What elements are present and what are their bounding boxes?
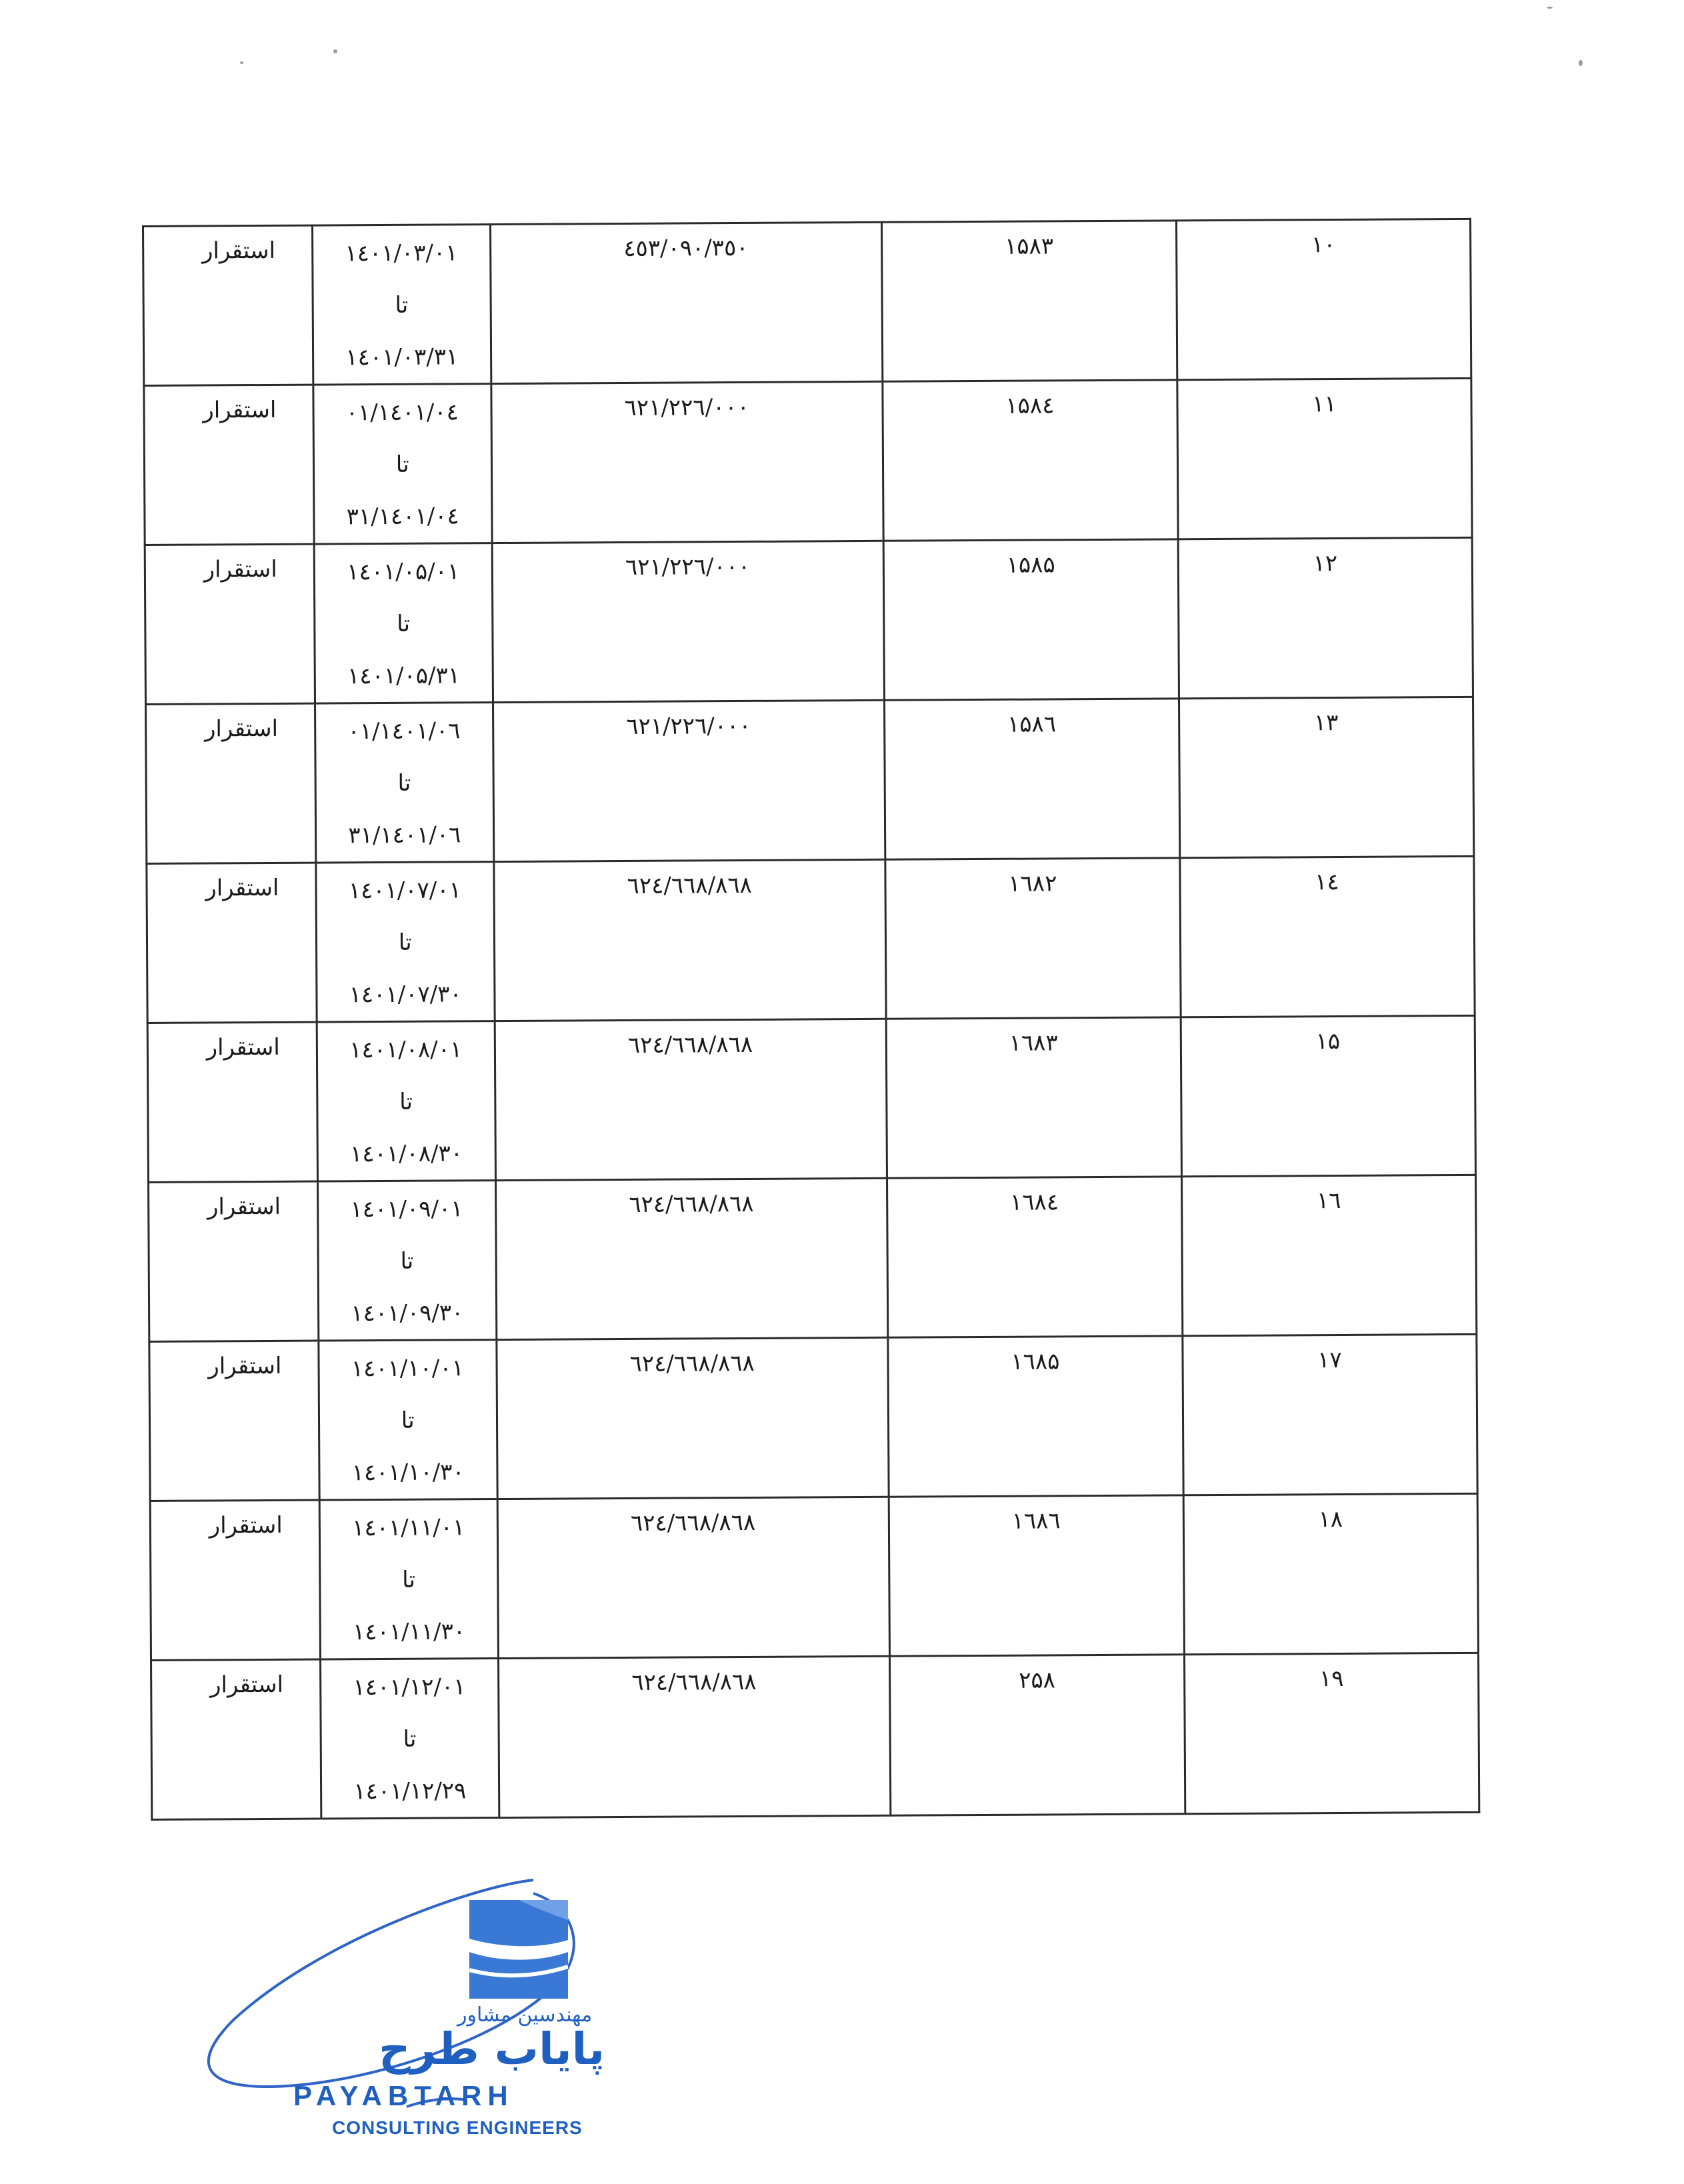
- period-end: ۱٤۰۱/۰٦/۳۱: [348, 821, 461, 849]
- period-cell: [314, 543, 493, 703]
- row-number-cell: ۱۹: [1184, 1653, 1479, 1813]
- status-cell: استقرار: [151, 1659, 321, 1819]
- row-number-cell: ۱۳: [1179, 697, 1473, 857]
- period-to-word: تا: [395, 451, 409, 478]
- period-start: ۱٤۰۱/۰۳/۰۱: [345, 239, 458, 267]
- row-number-cell: ۱۱: [1177, 378, 1472, 539]
- code-cell: ۱۵۸٦: [884, 699, 1179, 859]
- status-cell: استقرار: [147, 1022, 317, 1182]
- amount-cell: ٦٢٤/٦٦٨/٨٦٨: [495, 1019, 887, 1180]
- period-cell: [317, 1181, 496, 1341]
- code-cell: ۱٦۸۵: [888, 1336, 1183, 1497]
- row-number-cell: ۱۷: [1183, 1334, 1477, 1495]
- code-cell: ۱۵۸۵: [883, 539, 1179, 700]
- table-row: [149, 1175, 1477, 1341]
- period-to-word: تا: [402, 1566, 416, 1593]
- amount-cell: ٦٢٤/٦٦٨/٨٦٨: [495, 1178, 887, 1339]
- period-end: ۱٤۰۱/۰۹/۳۰: [351, 1299, 464, 1327]
- amount-cell: ٦٢٤/٦٦٨/٨٦٨: [497, 1337, 889, 1499]
- status-cell: استقرار: [144, 385, 314, 545]
- row-number-cell: ۱٦: [1181, 1175, 1476, 1335]
- period-cell: [315, 703, 493, 863]
- period-end: ۱٤۰۱/۱۰/۳۰: [351, 1459, 465, 1487]
- table-row: [147, 1015, 1475, 1182]
- company-logo-icon: [469, 1900, 568, 1999]
- table-row: [151, 1653, 1479, 1819]
- period-to-word: تا: [395, 291, 409, 319]
- period-to-word: تا: [399, 1088, 413, 1115]
- period-start: ۱٤۰۱/۰۵/۰۱: [347, 558, 460, 586]
- period-cell: [317, 1021, 495, 1181]
- period-to-word: تا: [398, 929, 412, 956]
- period-end: ۱٤۰۱/۰۷/۳۰: [349, 981, 462, 1009]
- period-start: ۱٤۰۱/۱۰/۰۱: [351, 1355, 464, 1383]
- period-end: ۱٤۰۱/۰۵/۳۱: [347, 662, 461, 690]
- code-cell: ۱٦۸۳: [886, 1017, 1181, 1178]
- stamp-name-fa: پایاب طرح: [379, 2023, 605, 2075]
- period-start: ۱٤۰۱/۰٤/۰۱: [345, 399, 459, 427]
- period-start: ۱٤۰۱/۰۷/۰۱: [348, 877, 461, 905]
- row-number-cell: ۱۵: [1181, 1015, 1475, 1176]
- period-end: ۱٤۰۱/۰٤/۳۱: [346, 503, 459, 531]
- period-end: ۱٤۰۱/۱۱/۳۰: [352, 1618, 466, 1646]
- amount-cell: ٦٢١/٢٢٦/٠٠٠: [492, 541, 884, 702]
- period-cell: [312, 225, 491, 385]
- period-end: ۱٤۰۱/۱۲/۲۹: [353, 1777, 467, 1805]
- amount-cell: ٦٢٤/٦٦٨/٨٦٨: [498, 1656, 890, 1817]
- table-row: [147, 856, 1475, 1023]
- table-body: [143, 219, 1479, 1819]
- code-cell: ۱٦۸٦: [889, 1495, 1184, 1656]
- period-start: ۱٤۰۱/۰۹/۰۱: [350, 1195, 463, 1223]
- code-cell: ۱٦۸٤: [887, 1177, 1182, 1337]
- row-number-cell: ۱۰: [1176, 219, 1471, 379]
- scan-speck: [240, 61, 243, 64]
- stamp-subtitle-en: CONSULTING ENGINEERS: [332, 2117, 583, 2138]
- period-cell: [319, 1499, 498, 1659]
- status-cell: استقرار: [149, 1341, 319, 1501]
- status-cell: استقرار: [150, 1500, 320, 1660]
- period-cell: [320, 1659, 499, 1819]
- code-cell: ۱۵۸۳: [881, 221, 1177, 381]
- scan-speck: [1579, 60, 1583, 66]
- table-row: [150, 1493, 1478, 1660]
- scan-speck: [1547, 7, 1553, 9]
- period-to-word: تا: [400, 1247, 414, 1275]
- code-cell: ۲۵۸: [889, 1655, 1185, 1815]
- status-cell: استقرار: [147, 863, 317, 1023]
- period-to-word: تا: [403, 1725, 417, 1753]
- amount-cell: ٦٢٤/٦٦٨/٨٦٨: [497, 1497, 889, 1658]
- payment-schedule-table: [142, 218, 1480, 1821]
- stamp-subtitle-fa: مهندسین مشاور: [457, 2003, 593, 2027]
- amount-cell: ٦٢٤/٦٦٨/٨٦٨: [493, 859, 885, 1021]
- period-cell: [319, 1340, 497, 1500]
- period-cell: [313, 384, 492, 544]
- row-number-cell: ۱۸: [1183, 1493, 1478, 1654]
- period-end: ۱٤۰۱/۰۳/۳۱: [345, 343, 459, 371]
- period-cell: [316, 862, 495, 1022]
- status-cell: استقرار: [145, 544, 315, 704]
- row-number-cell: ۱٤: [1180, 856, 1475, 1017]
- amount-cell: ٤٥٣/٠٩٠/٣٥٠: [490, 222, 882, 383]
- scan-speck: [333, 49, 337, 53]
- status-cell: استقرار: [143, 225, 313, 385]
- table-row: [146, 697, 1474, 863]
- status-cell: استقرار: [146, 703, 316, 863]
- code-cell: ۱٦۸۲: [885, 858, 1181, 1019]
- period-end: ۱٤۰۱/۰۸/۳۰: [349, 1140, 463, 1168]
- amount-cell: ٦٢١/٢٢٦/٠٠٠: [493, 700, 885, 861]
- period-start: ۱٤۰۱/۱۱/۰۱: [352, 1514, 465, 1542]
- amount-cell: ٦٢١/٢٢٦/٠٠٠: [491, 381, 883, 543]
- period-start: ۱٤۰۱/۰٦/۰۱: [347, 717, 461, 745]
- period-to-word: تا: [397, 610, 411, 637]
- period-start: ۱٤۰۱/۰۸/۰۱: [349, 1036, 463, 1064]
- period-to-word: تا: [397, 769, 411, 797]
- company-stamp: [187, 1867, 613, 2160]
- table-row: [144, 378, 1472, 545]
- table-row: [149, 1334, 1477, 1501]
- stamp-name-en: PAYABTARH: [293, 2080, 514, 2111]
- code-cell: ۱۵۸٤: [883, 380, 1178, 541]
- status-cell: استقرار: [149, 1181, 319, 1341]
- period-start: ۱٤۰۱/۱۲/۰۱: [353, 1673, 466, 1701]
- table-row: [143, 219, 1471, 385]
- row-number-cell: ۱۲: [1178, 537, 1473, 698]
- table-row: [145, 537, 1473, 704]
- period-to-word: تا: [401, 1407, 415, 1434]
